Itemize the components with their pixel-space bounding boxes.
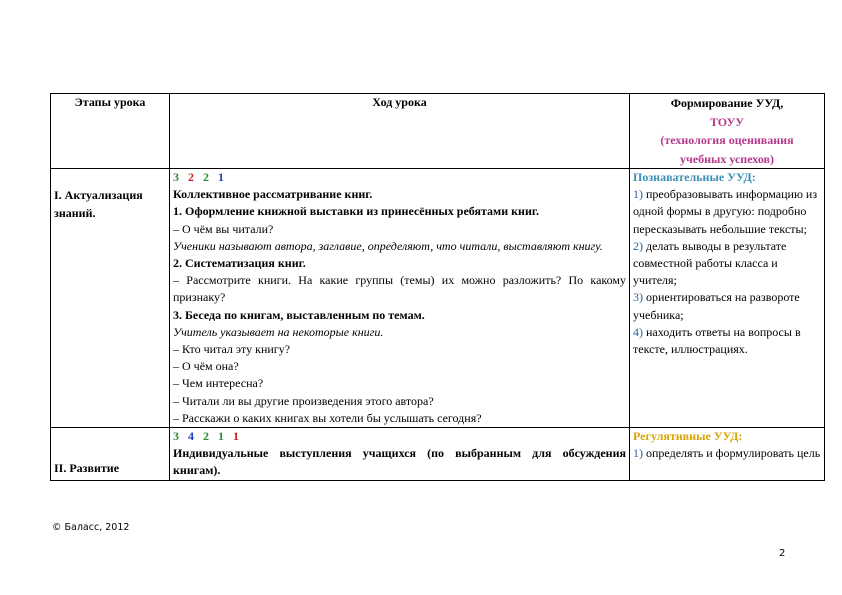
- eval-number: 3: [173, 170, 179, 184]
- header-uud-line1: Формирование УУД,: [670, 96, 784, 110]
- uud-item-text: ориентироваться на развороте учебника;: [633, 290, 800, 322]
- lesson-line: – Чем интересна?: [173, 376, 264, 391]
- uud-title: Регулятивные УУД:: [633, 429, 743, 444]
- lesson-line: – О чём она?: [173, 359, 239, 374]
- header-lesson-flow: [170, 94, 630, 169]
- uud-item: [633, 289, 821, 323]
- lesson-line: Учитель указывает на некоторые книги.: [173, 324, 384, 339]
- lesson-line: 3. Беседа по книгам, выставленным по темам.: [173, 307, 425, 322]
- header-touu-desc1: (технология оценивания: [660, 133, 794, 147]
- uud-item-number: 2): [633, 238, 643, 253]
- uud-item-text: преобразовывать информацию из одной формы в другую: подробно пересказывать небольшие тексты;: [633, 187, 818, 236]
- eval-number: 1: [233, 429, 239, 444]
- lesson-line: Ученики называют автора, заглавие, определяют, что читали, выставляют книгу.: [173, 238, 603, 253]
- lesson-line: – Читали ли вы другие произведения этого автора?: [173, 393, 434, 408]
- lesson-line: 1. Оформление книжной выставки из принесённых ребятами книг.: [173, 204, 539, 219]
- uud-list: [633, 186, 821, 358]
- table-row: [51, 169, 825, 428]
- eval-number: 1: [218, 170, 224, 184]
- uud-item-text: определять и формулировать цель: [646, 446, 821, 461]
- lesson-line: Индивидуальные выступления учащихся (по выбранным для обсуждения книгам).: [173, 446, 626, 478]
- uud-item-number: 3): [633, 290, 643, 305]
- page-number: 2: [779, 548, 786, 559]
- lesson-flow-cell: [170, 169, 630, 428]
- eval-number: 2: [203, 429, 209, 444]
- uud-list: [633, 445, 821, 462]
- copyright: © Баласс, 2012: [52, 522, 130, 533]
- eval-number: 2: [188, 170, 194, 184]
- evaluation-numbers: [173, 428, 626, 445]
- header-touu-desc2: учебных успехов): [679, 151, 775, 166]
- uud-cell: [630, 428, 825, 481]
- lesson-line: – Кто читал эту книгу?: [173, 342, 291, 357]
- lesson-line: Коллективное рассматривание книг.: [173, 187, 373, 202]
- uud-title: Познавательные УУД:: [633, 170, 756, 184]
- eval-number: 3: [173, 429, 179, 444]
- eval-number: 2: [203, 170, 209, 184]
- uud-item-number: 1): [633, 446, 643, 461]
- table-row: [51, 428, 825, 481]
- lesson-flow-cell: [170, 428, 630, 481]
- header-lesson-flow-label: Ход урока: [372, 95, 427, 109]
- uud-item: [633, 186, 821, 238]
- uud-item: [633, 238, 821, 290]
- uud-item: [633, 324, 821, 358]
- uud-cell: [630, 169, 825, 428]
- table-header-row: [51, 94, 825, 169]
- lesson-lines: [173, 445, 626, 479]
- lesson-table: [50, 93, 825, 481]
- stage-title: II. Развитие: [54, 461, 120, 476]
- stage-cell: [51, 169, 170, 428]
- lesson-line: 2. Систематизация книг.: [173, 256, 306, 271]
- header-touu: ТОУУ: [709, 114, 745, 129]
- lesson-line: – Рассмотрите книги. На какие группы (темы) их можно разложить? По какому признаку?: [173, 273, 626, 305]
- uud-item-number: 4): [633, 324, 643, 339]
- header-stages-label: Этапы урока: [74, 95, 146, 109]
- lesson-line: – Расскажи о каких книгах вы хотели бы услышать сегодня?: [173, 410, 482, 425]
- eval-number: 1: [218, 429, 224, 444]
- stage-title: I. Актуализация знаний.: [54, 188, 143, 220]
- lesson-line: – О чём вы читали?: [173, 221, 274, 236]
- uud-item-number: 1): [633, 187, 643, 202]
- uud-item-text: делать выводы в результате совместной работы класса и учителя;: [633, 238, 787, 288]
- uud-item: [633, 445, 821, 462]
- lesson-lines: [173, 186, 626, 427]
- header-uud: [630, 94, 825, 169]
- header-stages: [51, 94, 170, 169]
- eval-number: 4: [188, 429, 194, 444]
- stage-cell: [51, 428, 170, 481]
- evaluation-numbers: [173, 169, 626, 186]
- uud-item-text: находить ответы на вопросы в тексте, иллюстрациях.: [633, 324, 801, 357]
